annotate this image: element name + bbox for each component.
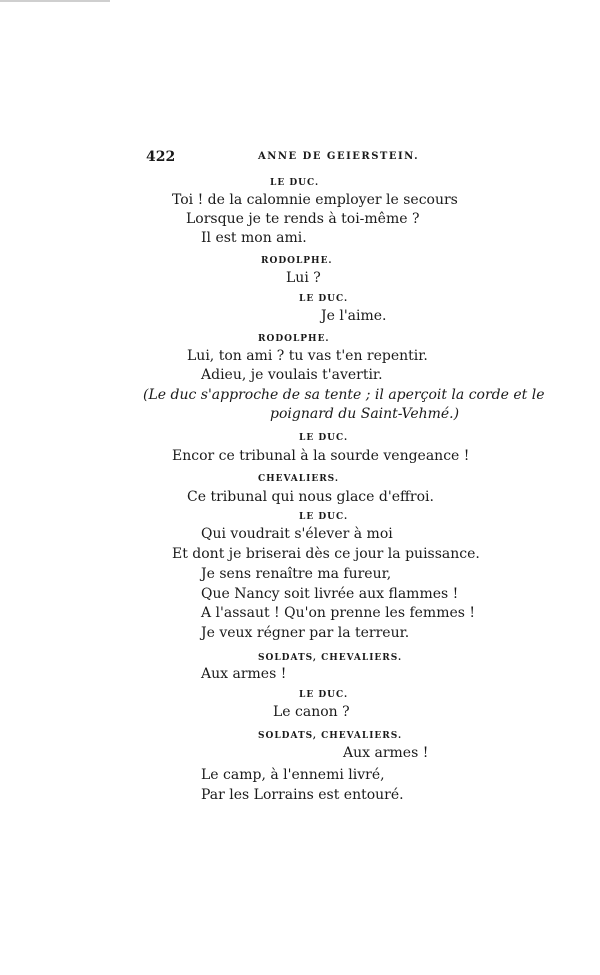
verse-line: Encor ce tribunal à la sourde vengeance ! — [172, 448, 470, 464]
verse-line: Aux armes ! — [201, 666, 287, 682]
speaker-name: LE DUC. — [299, 690, 349, 700]
verse-line: Par les Lorrains est entouré. — [201, 787, 404, 803]
verse-line: Je veux régner par la terreur. — [201, 625, 410, 641]
scan-artifact — [0, 0, 110, 2]
speaker-name: LE DUC. — [270, 178, 320, 188]
verse-line: Le camp, à l'ennemi livré, — [201, 767, 385, 783]
verse-line: Lorsque je te rends à toi-même ? — [186, 211, 420, 227]
verse-line: Et dont je briserai dès ce jour la puissance. — [172, 546, 480, 562]
page-number: 422 — [146, 149, 176, 165]
verse-line: Toi ! de la calomnie employer le secours — [172, 192, 458, 208]
verse-line: Lui ? — [286, 270, 321, 286]
verse-line: Je l'aime. — [321, 308, 387, 324]
verse-line: A l'assaut ! Qu'on prenne les femmes ! — [201, 605, 476, 621]
speaker-name: LE DUC. — [299, 512, 349, 522]
verse-line: Lui, ton ami ? tu vas t'en repentir. — [187, 348, 428, 364]
speaker-name: LE DUC. — [299, 433, 349, 443]
speaker-name: CHEVALIERS. — [258, 474, 339, 484]
running-title: ANNE DE GEIERSTEIN. — [258, 151, 420, 162]
verse-line: Le canon ? — [273, 704, 350, 720]
verse-line: Qui voudrait s'élever à moi — [201, 526, 393, 542]
speaker-name: LE DUC. — [299, 294, 349, 304]
speaker-name: RODOLPHE. — [258, 334, 330, 344]
verse-line: Il est mon ami. — [201, 230, 307, 246]
verse-line: Que Nancy soit livrée aux flammes ! — [201, 586, 459, 602]
stage-direction: (Le duc s'approche de sa tente ; il aperçoit la corde et le — [143, 387, 545, 403]
verse-line: Je sens renaître ma fureur, — [201, 566, 392, 582]
stage-direction: poignard du Saint-Vehmé.) — [270, 406, 460, 422]
speaker-name: SOLDATS, CHEVALIERS. — [258, 653, 403, 663]
verse-line: Adieu, je voulais t'avertir. — [201, 367, 383, 383]
verse-line: Ce tribunal qui nous glace d'effroi. — [187, 489, 434, 505]
speaker-name: RODOLPHE. — [261, 256, 333, 266]
verse-line: Aux armes ! — [343, 745, 429, 761]
speaker-name: SOLDATS, CHEVALIERS. — [258, 731, 403, 741]
